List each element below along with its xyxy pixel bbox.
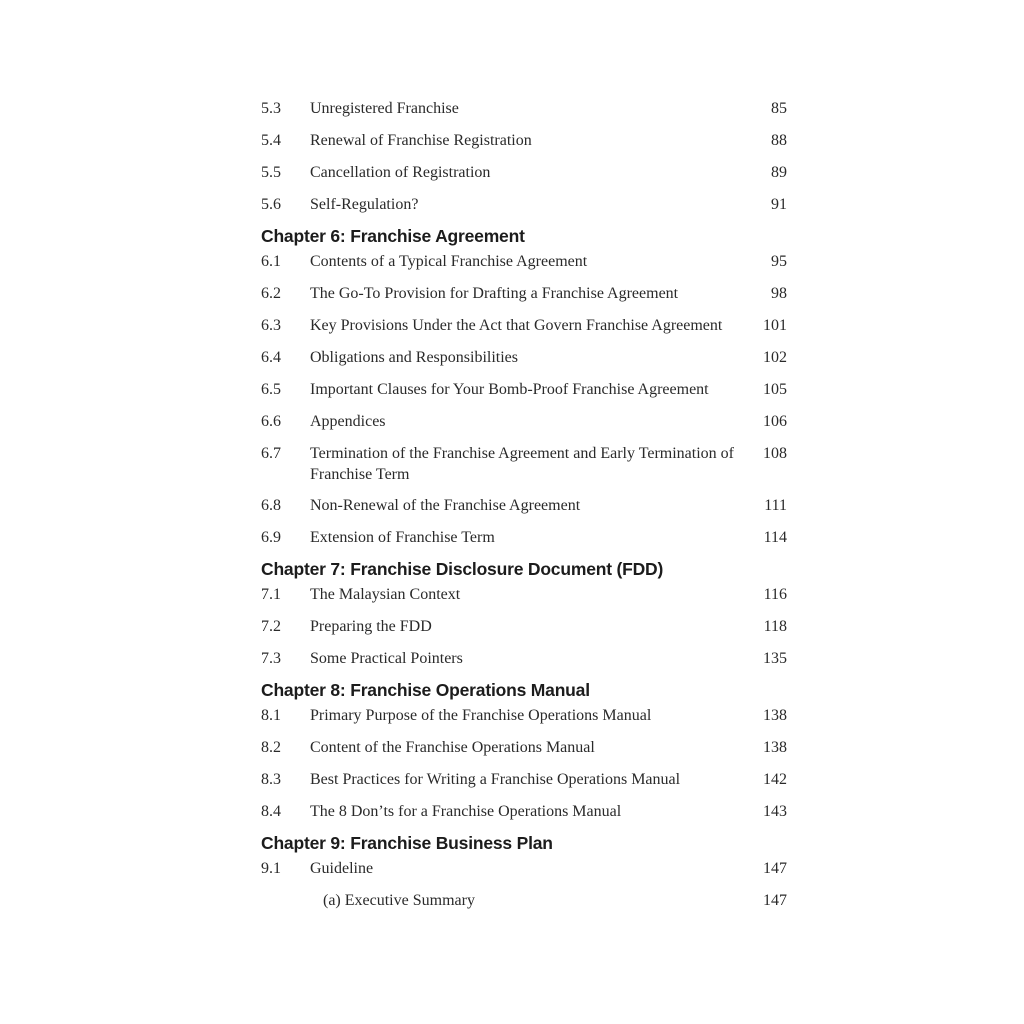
- section-title: Appendices: [310, 413, 386, 430]
- section-title: The Go-To Provision for Drafting a Franchise Agreement: [310, 285, 679, 302]
- page-number: 147: [763, 892, 787, 909]
- page-number: 116: [763, 586, 787, 603]
- section-title: Renewal of Franchise Registration: [310, 132, 532, 149]
- section-title: Primary Purpose of the Franchise Operations Manual: [310, 707, 652, 724]
- toc-entry: [261, 194, 791, 215]
- chapter-heading: Chapter 9: Franchise Business Plan: [261, 833, 553, 853]
- section-number: 6.8: [261, 497, 281, 514]
- toc-entry: [261, 769, 791, 790]
- page-number: 106: [763, 413, 787, 430]
- section-title: Content of the Franchise Operations Manual: [310, 739, 595, 756]
- section-number: 7.3: [261, 650, 281, 667]
- page-number: 142: [763, 771, 787, 788]
- page-number: 114: [763, 529, 787, 546]
- page-number: 105: [763, 381, 787, 398]
- page-number: 147: [763, 860, 787, 877]
- page-number: 135: [763, 650, 787, 667]
- section-title: Guideline: [310, 860, 374, 877]
- section-title: Self-Regulation?: [310, 196, 419, 213]
- page-number: 108: [763, 445, 787, 462]
- toc-entry: [261, 251, 791, 272]
- toc-entry: [261, 98, 791, 119]
- page-number: 118: [763, 618, 787, 635]
- toc-entry: [261, 801, 791, 822]
- page-number: 143: [763, 803, 787, 820]
- section-number: 8.2: [261, 739, 281, 756]
- section-title: Unregistered Franchise: [310, 100, 459, 117]
- toc-entry: [261, 737, 791, 758]
- section-number: 6.2: [261, 285, 281, 302]
- page-number: 138: [763, 707, 787, 724]
- section-title: The Malaysian Context: [310, 586, 461, 603]
- page-number: 88: [771, 132, 787, 149]
- section-title: Important Clauses for Your Bomb-Proof Franchise Agreement: [310, 381, 709, 398]
- toc-entry: [261, 616, 791, 637]
- section-number: 7.1: [261, 586, 281, 603]
- page-number: 89: [771, 164, 787, 181]
- section-number: 8.4: [261, 803, 281, 820]
- page-number: 98: [771, 285, 787, 302]
- page-number: 138: [763, 739, 787, 756]
- chapter-heading: Chapter 7: Franchise Disclosure Document (FDD): [261, 559, 664, 579]
- section-number: 6.3: [261, 317, 281, 334]
- section-title: Extension of Franchise Term: [310, 529, 495, 546]
- section-number: 7.2: [261, 618, 281, 635]
- chapter-heading: Chapter 6: Franchise Agreement: [261, 226, 525, 246]
- table-of-contents: [261, 98, 791, 922]
- toc-entry: [261, 130, 791, 151]
- section-number: 6.6: [261, 413, 281, 430]
- page-number: 85: [771, 100, 787, 117]
- chapter-heading: Chapter 8: Franchise Operations Manual: [261, 680, 590, 700]
- section-title: Best Practices for Writing a Franchise Operations Manual: [310, 771, 681, 788]
- section-number: 8.3: [261, 771, 281, 788]
- section-number: 5.4: [261, 132, 281, 149]
- page-number: 102: [763, 349, 787, 366]
- toc-entry: [261, 858, 791, 879]
- section-title: Obligations and Responsibilities: [310, 349, 518, 366]
- page-number: 91: [771, 196, 787, 213]
- toc-entry: [261, 443, 791, 485]
- section-title: Contents of a Typical Franchise Agreement: [310, 253, 588, 270]
- toc-entry: [261, 584, 791, 605]
- toc-entry: [261, 705, 791, 726]
- toc-entry: [261, 315, 791, 336]
- section-number: 5.3: [261, 100, 281, 117]
- page-number: 95: [771, 253, 787, 270]
- toc-entry: [261, 347, 791, 368]
- toc-entry: [261, 648, 791, 669]
- section-number: 6.9: [261, 529, 281, 546]
- section-number: 9.1: [261, 860, 281, 877]
- section-number: 6.4: [261, 349, 281, 366]
- section-number: 5.5: [261, 164, 281, 181]
- section-number: 6.5: [261, 381, 281, 398]
- toc-entry: [261, 527, 791, 548]
- section-title: Non-Renewal of the Franchise Agreement: [310, 497, 581, 514]
- toc-entry: [261, 495, 791, 516]
- sub-section-title: (a) Executive Summary: [323, 892, 475, 909]
- section-number: 8.1: [261, 707, 281, 724]
- page-number: 111: [764, 497, 787, 514]
- toc-entry: [261, 379, 791, 400]
- toc-entry: [261, 162, 791, 183]
- section-number: 5.6: [261, 196, 281, 213]
- toc-sub-entry: [261, 890, 791, 911]
- section-title: Cancellation of Registration: [310, 164, 491, 181]
- section-number: 6.7: [261, 445, 281, 462]
- toc-entry: [261, 411, 791, 432]
- section-title: The 8 Don’ts for a Franchise Operations Manual: [310, 803, 622, 820]
- section-title: Some Practical Pointers: [310, 650, 463, 667]
- page-number: 101: [763, 317, 787, 334]
- section-number: 6.1: [261, 253, 281, 270]
- toc-entry: [261, 283, 791, 304]
- section-title: Key Provisions Under the Act that Govern Franchise Agreement: [310, 317, 723, 334]
- section-title: Termination of the Franchise Agreement and Early Termination of Franchise Term: [310, 445, 734, 483]
- section-title: Preparing the FDD: [310, 618, 432, 635]
